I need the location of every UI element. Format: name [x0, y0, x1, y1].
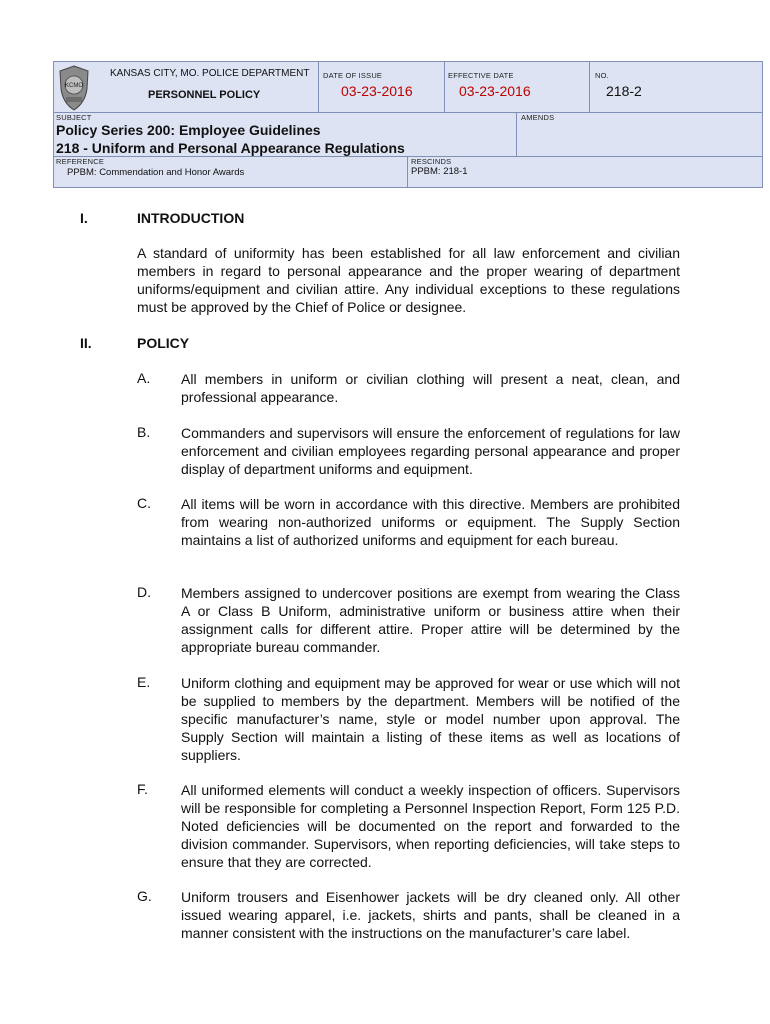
policy-item-text: Members assigned to undercover positions are exempt from wearing the Class A or Class B Uniform, administrative uniform or business attire when their assignment calls for different attire. Proper attire will be determined by the appropriate bureau commander.: [181, 585, 680, 655]
policy-type: PERSONNEL POLICY: [148, 89, 261, 101]
police-badge-icon: [57, 65, 91, 111]
subject: [56, 121, 405, 157]
date-of-issue-label: DATE OF ISSUE: [323, 71, 383, 80]
department-name: KANSAS CITY, MO. POLICE DEPARTMENT: [110, 68, 310, 79]
section-number-policy: II.: [80, 335, 92, 351]
intro-paragraph: A standard of uniformity has been established for all law enforcement and civilian members in regard to personal appearance and the proper wearing of department uniforms/equipment and civilian attire. Any individual exceptions to these regulations must be approved by the Chief of Police or designee.: [137, 245, 680, 315]
amends-label: AMENDS: [521, 113, 555, 122]
effective-date: 03-23-2016: [459, 83, 531, 99]
subject-line-1: Policy Series 200: Employee Guidelines: [56, 122, 321, 138]
policy-item-text: Uniform clothing and equipment may be approved for wear or use which will not be supplied to members by the department. Members will be notified of the specific manufacturer’s name, style or model number upon approval. The Supply Section will maintain a listing of these items as well as locations of suppliers.: [181, 675, 680, 763]
policy-item-letter: G.: [137, 888, 152, 904]
policy-number: 218-2: [606, 83, 642, 99]
policy-item-text: Commanders and supervisors will ensure the enforcement of regulations for law enforcement and civilian employees regarding personal appearance and proper display of department uniforms and equipment.: [181, 425, 680, 477]
subject-line-2: 218 - Uniform and Personal Appearance Regulations: [56, 140, 405, 156]
section-number-intro: I.: [80, 210, 88, 226]
date-of-issue: 03-23-2016: [341, 83, 413, 99]
number-label: NO.: [595, 71, 609, 80]
reference-value: PPBM: Commendation and Honor Awards: [67, 167, 245, 178]
policy-item-letter: A.: [137, 370, 151, 386]
subject-label: SUBJECT: [56, 113, 92, 122]
seal-text: KCMO: [65, 83, 83, 89]
rescinds-label: RESCINDS: [411, 157, 452, 166]
section-title-policy: POLICY: [137, 335, 190, 351]
policy-header-box: [53, 61, 763, 188]
policy-item-letter: E.: [137, 674, 151, 690]
effective-date-label: EFFECTIVE DATE: [448, 71, 514, 80]
policy-item-text: All uniformed elements will conduct a weekly inspection of officers. Supervisors will be responsible for completing a Personnel Inspection Report, Form 125 P.D. Noted deficiencies will be documented on the report and forwarded to the division commander. Supervisors, when reporting deficiencies, will take steps to ensure that they are corrected.: [181, 782, 680, 870]
policy-item-text: All items will be worn in accordance with this directive. Members are prohibited from wearing non-authorized uniforms or equipment. The Supply Section maintains a list of authorized uniforms and equipment for each bureau.: [181, 496, 680, 548]
policy-item-letter: D.: [137, 584, 151, 600]
policy-item-text: Uniform trousers and Eisenhower jackets will be dry cleaned only. All other issued wearing apparel, i.e. jackets, shirts and pants, shall be cleaned in a manner consistent with the instructions on the manufacturer’s care label.: [181, 889, 680, 941]
reference-label: REFERENCE: [56, 157, 105, 166]
policy-item-letter: C.: [137, 495, 151, 511]
rescinds-value: PPBM: 218-1: [411, 166, 468, 177]
policy-item-letter: F.: [137, 781, 148, 797]
section-title-intro: INTRODUCTION: [137, 210, 245, 226]
policy-item-text: All members in uniform or civilian clothing will present a neat, clean, and professional appearance.: [181, 371, 680, 405]
policy-item-letter: B.: [137, 424, 151, 440]
